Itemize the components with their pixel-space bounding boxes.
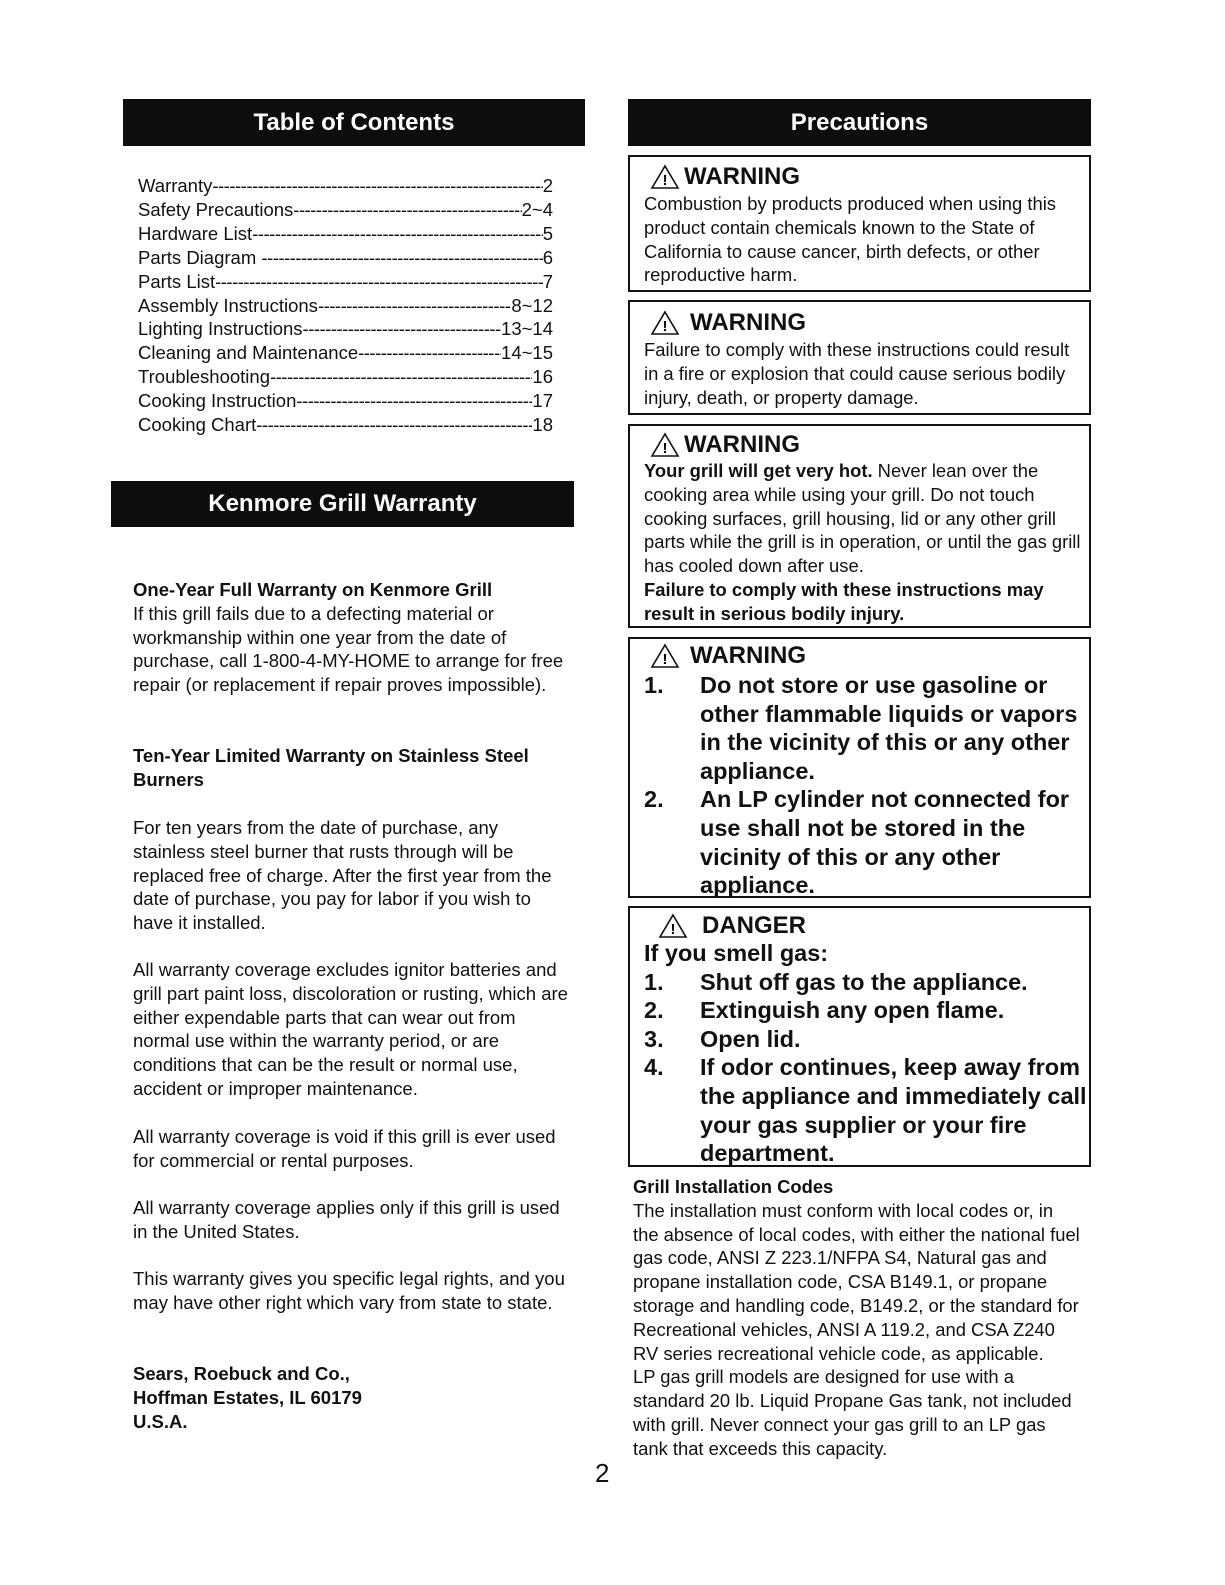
warning-triangle-icon (650, 164, 680, 190)
list-text: Do not store or use gasoline or other flammable liquids or vapors in the vicinity of this or any other appliance. (700, 672, 1078, 784)
toc-entry-title: Warranty (138, 175, 213, 196)
warning-bold-lead: Your grill will get very hot. (644, 460, 873, 481)
warning-header (650, 431, 800, 459)
ten-year-title: Ten-Year Limited Warranty on Stainless Steel Burners (133, 745, 529, 790)
warning-body-text: Never lean over the cooking area while using your grill. Do not touch cooking surfaces, grill housing, lid or any other grill parts while the grill is in operation, or until the gas grill has cooled down after use. (644, 460, 1081, 577)
toc-entry-title: Assembly Instructions (138, 294, 318, 316)
list-text: Extinguish any open flame. (700, 997, 1005, 1024)
list-item (644, 1053, 1089, 1167)
danger-label: DANGER (702, 912, 807, 939)
toc-entry-page: 16 (532, 366, 553, 388)
svg-text:!: ! (662, 172, 668, 189)
svg-text:!: ! (662, 651, 668, 668)
toc-leader-dashes (212, 174, 542, 198)
toc-leader-dashes (252, 222, 543, 246)
list-item (644, 785, 1089, 899)
warning-label: WARNING (690, 309, 806, 336)
list-text: Open lid. (700, 1025, 801, 1052)
toc-leader-dashes (303, 317, 501, 341)
toc-entry (138, 294, 553, 318)
warning-label: WARNING (684, 431, 800, 458)
warning-box-gasoline (628, 637, 1091, 898)
codes-title: Grill Installation Codes (633, 1176, 834, 1197)
toc-entry-page: 18 (532, 414, 553, 436)
list-item (644, 1025, 1089, 1054)
toc-entry-page: 5 (542, 222, 553, 244)
page-number: 2 (595, 1458, 610, 1488)
toc-list (138, 174, 553, 437)
warranty-rights: This warranty gives you specific legal rights, and you may have other right which vary from state to state. (133, 1268, 565, 1313)
address-line-2: Hoffman Estates, IL 60179 (133, 1386, 362, 1408)
toc-entry-page: 14~15 (501, 342, 553, 364)
ten-year-body: For ten years from the date of purchase, any stainless steel burner that rusts through will be replaced free of charge. After the first year from the date of purchase, you pay for labor if you wish to have it installed. (133, 817, 552, 934)
warranty-excludes: All warranty coverage excludes ignitor batteries and grill part paint loss, discoloration or rusting, which are either expendable parts that can wear out from normal use within the warranty period, or are conditions that can be the result or normal use, accident or improper maintenance. (133, 959, 568, 1099)
toc-leader-dashes (296, 389, 532, 413)
warning-triangle-icon (650, 310, 680, 336)
toc-entry-page: 8~12 (511, 294, 553, 316)
ten-year-warranty (133, 744, 573, 792)
warning-header (650, 642, 806, 670)
toc-entry-title: Safety Precautions (138, 198, 294, 220)
toc-entry-title: Cleaning and Maintenance (138, 342, 359, 364)
warning-header (650, 163, 800, 191)
warranty-heading: Kenmore Grill Warranty (111, 481, 574, 527)
lp-tank-note: LP gas grill models are designed for use with a standard 20 lb. Liquid Propane Gas tank, not included with grill. Never connect your gas grill to an LP gas tank that exceeds this capacity. (633, 1366, 1072, 1459)
toc-entry-title: Parts List (138, 270, 216, 292)
one-year-title: One-Year Full Warranty on Kenmore Grill (133, 579, 493, 600)
list-item (644, 671, 1089, 785)
toc-entry-title: Cooking Chart (138, 414, 257, 436)
toc-leader-dashes (318, 294, 511, 318)
toc-entry-title: Troubleshooting (138, 366, 270, 388)
toc-entry-title: Parts Diagram (138, 246, 262, 268)
toc-entry-page: 17 (532, 390, 553, 412)
toc-entry (138, 341, 553, 365)
danger-intro: If you smell gas: (644, 940, 829, 966)
toc-entry (138, 222, 553, 246)
warning-triangle-icon (658, 913, 688, 939)
toc-entry (138, 413, 553, 437)
warning-body: Failure to comply with these instructions could result in a fire or explosion that could cause serious bodily injury, death, or property damage. (644, 339, 1070, 408)
codes-body: The installation must conform with local codes or, in the absence of local codes, with either the national fuel gas code, ANSI Z 223.1/NFPA S4, Natural gas and propane installation code, CSA B149.1, or propane storage and handling code, B149.2, or the standard for Recreational vehicles, ANSI A 119.2, and CSA Z240 RV series recreational vehicle code, as applicable. (633, 1199, 1080, 1364)
warning-list (644, 671, 1089, 900)
list-number: 1. (644, 968, 664, 995)
toc-leader-dashes (270, 365, 532, 389)
list-number: 4. (644, 1054, 664, 1081)
list-number: 3. (644, 1025, 664, 1052)
address-line-1: Sears, Roebuck and Co., (133, 1363, 350, 1384)
toc-entry (138, 246, 553, 270)
danger-header (658, 912, 806, 940)
list-text: An LP cylinder not connected for use shall not be stored in the vicinity of this or any other appliance. (700, 786, 1070, 899)
toc-entry (138, 389, 553, 413)
address-line-3: U.S.A. (133, 1410, 188, 1432)
toc-leader-dashes (215, 270, 543, 294)
toc-leader-dashes (293, 198, 521, 222)
list-number: 2. (644, 786, 664, 813)
toc-entry-page: 6 (542, 246, 553, 268)
warning-triangle-icon (650, 432, 680, 458)
warning-label: WARNING (684, 163, 800, 190)
warning-box-hot (628, 424, 1091, 628)
installation-codes (633, 1175, 1083, 1461)
toc-entry-page: 13~14 (501, 318, 553, 340)
toc-entry (138, 270, 553, 294)
toc-entry-page: 2 (542, 175, 553, 196)
danger-list (644, 939, 1089, 1168)
warranty-void: All warranty coverage is void if this grill is ever used for commercial or rental purposes. (133, 1126, 556, 1171)
list-text: If odor continues, keep away from the appliance and immediately call your gas supplier or your fire department. (700, 1054, 1087, 1167)
precautions-heading: Precautions (628, 99, 1091, 146)
warning-bold-tail: Failure to comply with these instructions may result in serious bodily injury. (644, 578, 1044, 624)
warning-header (650, 309, 806, 337)
svg-text:!: ! (662, 318, 668, 335)
toc-entry (138, 365, 553, 389)
toc-heading: Table of Contents (123, 99, 585, 146)
toc-entry (138, 174, 553, 198)
toc-entry-page: 2~4 (521, 198, 553, 220)
list-text: Shut off gas to the appliance. (700, 968, 1028, 995)
svg-text:!: ! (670, 921, 676, 938)
toc-entry (138, 198, 553, 222)
toc-leader-dashes (358, 341, 501, 365)
list-item (644, 996, 1089, 1025)
one-year-body: If this grill fails due to a defecting material or workmanship within one year from the date of purchase, call 1-800-4-MY-HOME to arrange for free repair (or replacement if repair proves impossible). (133, 602, 564, 696)
warning-body (644, 459, 1089, 626)
warning-box-fire (628, 300, 1091, 415)
warning-triangle-icon (650, 643, 680, 669)
toc-entry-title: Lighting Instructions (138, 318, 303, 340)
warranty-us-only: All warranty coverage applies only if this grill is used in the United States. (133, 1197, 560, 1242)
toc-entry-page: 7 (542, 270, 553, 292)
warning-box-california (628, 155, 1091, 292)
toc-entry (138, 317, 553, 341)
toc-leader-dashes (256, 413, 532, 437)
list-number: 2. (644, 997, 664, 1024)
toc-leader-dashes (261, 246, 542, 270)
list-number: 1. (644, 672, 664, 698)
list-item (644, 968, 1089, 997)
sears-address (133, 1362, 573, 1433)
toc-entry-title: Cooking Instruction (138, 390, 297, 412)
one-year-warranty (133, 578, 573, 697)
danger-box-gas-smell (628, 906, 1091, 1167)
warning-body: Combustion by products produced when using this product contain chemicals known to the State of California to cause cancer, birth defects, or other reproductive harm. (644, 193, 1056, 286)
toc-entry-title: Hardware List (138, 222, 253, 244)
warning-label: WARNING (690, 642, 806, 669)
svg-text:!: ! (662, 440, 668, 457)
